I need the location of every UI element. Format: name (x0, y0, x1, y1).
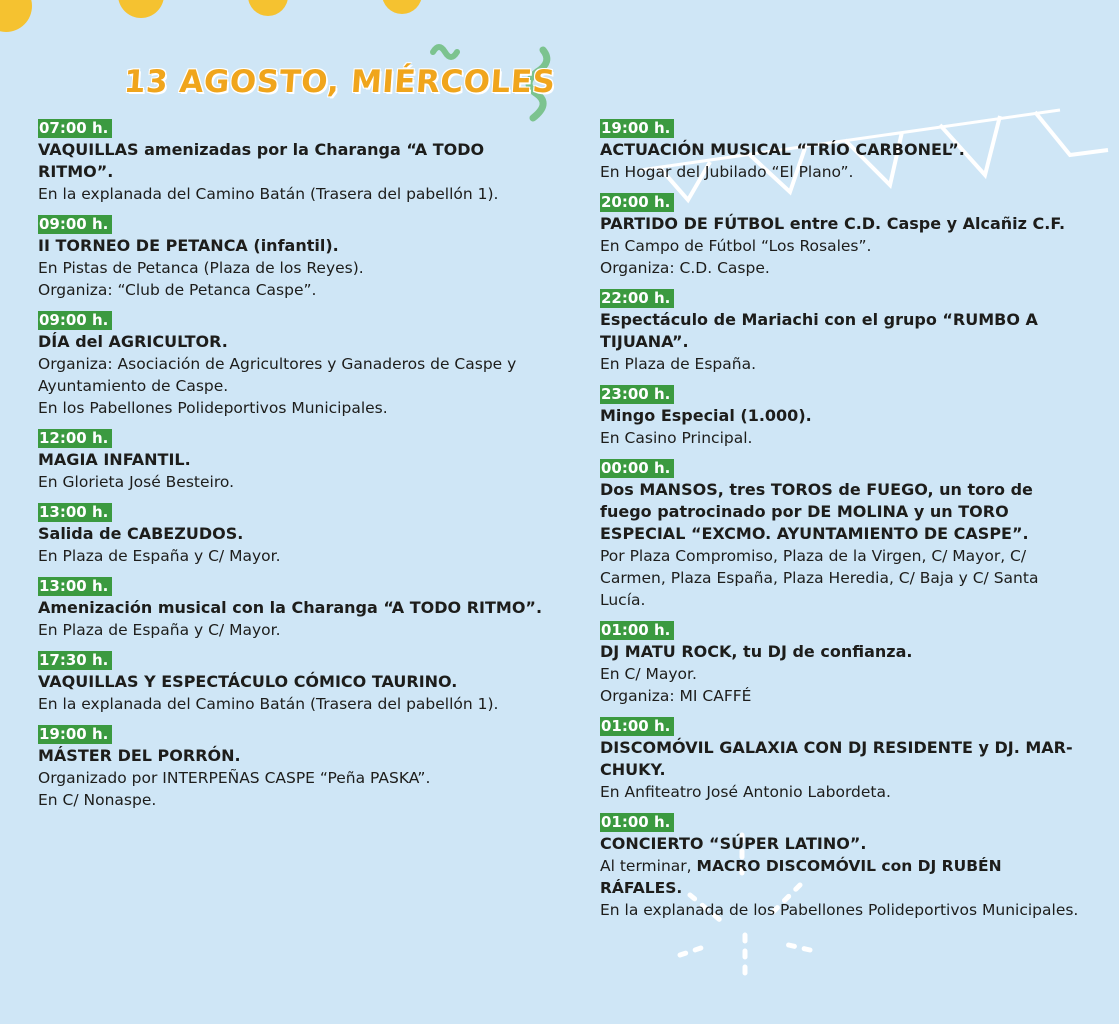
event-time-badge: 07:00 h. (38, 119, 112, 138)
event-detail: En la explanada de los Pabellones Polideportivos Municipales. (600, 901, 1079, 919)
event-item (38, 724, 558, 811)
event-time-badge: 09:00 h. (38, 311, 112, 330)
event-time-badge: 09:00 h. (38, 215, 112, 234)
confetti-dot (382, 0, 422, 14)
event-item (38, 118, 558, 205)
event-title: DISCOMÓVIL GALAXIA CON DJ RESIDENTE y DJ. MAR-CHUKY. (600, 738, 1073, 779)
event-detail: Organiza: MI CAFFÉ (600, 687, 752, 705)
event-title: Salida de CABEZUDOS. (38, 524, 244, 543)
event-title: DÍA del AGRICULTOR. (38, 332, 228, 351)
events-column-left (38, 118, 558, 820)
event-time-badge: 22:00 h. (600, 289, 674, 308)
events-column-right (600, 118, 1080, 930)
event-item (38, 310, 558, 419)
confetti-dot (248, 0, 288, 16)
event-detail: En Hogar del Jubilado “El Plano”. (600, 163, 854, 181)
event-detail: En Campo de Fútbol “Los Rosales”. (600, 237, 872, 255)
event-detail: En Plaza de España y C/ Mayor. (38, 621, 281, 639)
page-title: 13 AGOSTO, MIÉRCOLES (122, 64, 557, 100)
event-time-badge: 01:00 h. (600, 717, 674, 736)
event-time-badge: 01:00 h. (600, 813, 674, 832)
event-detail: En C/ Mayor. (600, 665, 697, 683)
event-detail: Organiza: Asociación de Agricultores y Ganaderos de Caspe y Ayuntamiento de Caspe. (38, 355, 517, 395)
event-detail: En Anfiteatro José Antonio Labordeta. (600, 783, 891, 801)
event-time-badge: 00:00 h. (600, 459, 674, 478)
event-title: Dos MANSOS, tres TOROS de FUEGO, un toro de fuego patrocinado por DE MOLINA y un TORO ESPECIAL “EXCMO. AYUNTAMIENTO DE CASPE”. (600, 480, 1033, 543)
confetti-dot (0, 0, 32, 32)
event-title: VAQUILLAS Y ESPECTÁCULO CÓMICO TAURINO. (38, 672, 458, 691)
event-detail: En C/ Nonaspe. (38, 791, 157, 809)
event-detail: Organizado por INTERPEÑAS CASPE “Peña PASKA”. (38, 769, 431, 787)
event-time-badge: 17:30 h. (38, 651, 112, 670)
event-detail-highlight: MACRO DISCOMÓVIL con DJ RUBÉN RÁFALES. (600, 857, 1002, 897)
event-detail: En Plaza de España. (600, 355, 757, 373)
event-title: PARTIDO DE FÚTBOL entre C.D. Caspe y Alcañiz C.F. (600, 214, 1066, 233)
event-title: Espectáculo de Mariachi con el grupo “RUMBO A TIJUANA”. (600, 310, 1038, 351)
event-item (600, 192, 1080, 279)
event-item (600, 288, 1080, 375)
event-item (600, 118, 1080, 183)
event-time-badge: 13:00 h. (38, 503, 112, 522)
event-title: VAQUILLAS amenizadas por la Charanga “A TODO RITMO”. (38, 140, 485, 181)
event-detail (600, 855, 1080, 899)
event-item (38, 428, 558, 493)
confetti-dot (118, 0, 164, 18)
event-detail: Organiza: “Club de Petanca Caspe”. (38, 281, 317, 299)
event-title: CONCIERTO “SÚPER LATINO”. (600, 834, 867, 853)
event-item (600, 812, 1080, 921)
event-detail: En Pistas de Petanca (Plaza de los Reyes). (38, 259, 364, 277)
event-item (38, 502, 558, 567)
event-title: Mingo Especial (1.000). (600, 406, 812, 425)
event-title: II TORNEO DE PETANCA (infantil). (38, 236, 339, 255)
event-detail: En la explanada del Camino Batán (Trasera del pabellón 1). (38, 185, 499, 203)
event-item (600, 716, 1080, 803)
event-title: Amenización musical con la Charanga “A TODO RITMO”. (38, 598, 543, 617)
event-detail: Por Plaza Compromiso, Plaza de la Virgen, C/ Mayor, C/ Carmen, Plaza España, Plaza Heredia, C/ Baja y C/ Santa Lucía. (600, 547, 1039, 609)
event-time-badge: 01:00 h. (600, 621, 674, 640)
event-detail: En la explanada del Camino Batán (Trasera del pabellón 1). (38, 695, 499, 713)
event-title: MAGIA INFANTIL. (38, 450, 191, 469)
event-item (600, 620, 1080, 707)
event-time-badge: 13:00 h. (38, 577, 112, 596)
event-time-badge: 23:00 h. (600, 385, 674, 404)
event-title: ACTUACIÓN MUSICAL “TRÍO CARBONEL”. (600, 140, 965, 159)
event-detail: Organiza: C.D. Caspe. (600, 259, 770, 277)
event-detail: En Plaza de España y C/ Mayor. (38, 547, 281, 565)
event-item (600, 458, 1080, 611)
event-time-badge: 19:00 h. (600, 119, 674, 138)
event-title: MÁSTER DEL PORRÓN. (38, 746, 241, 765)
event-item (38, 214, 558, 301)
event-item (600, 384, 1080, 449)
event-time-badge: 20:00 h. (600, 193, 674, 212)
event-item (38, 650, 558, 715)
event-detail-text: Al terminar, (600, 857, 697, 875)
event-item (38, 576, 558, 641)
event-title: DJ MATU ROCK, tu DJ de confianza. (600, 642, 913, 661)
event-detail: En Casino Principal. (600, 429, 753, 447)
event-detail: En Glorieta José Besteiro. (38, 473, 234, 491)
event-time-badge: 12:00 h. (38, 429, 112, 448)
event-time-badge: 19:00 h. (38, 725, 112, 744)
event-detail: En los Pabellones Polideportivos Municipales. (38, 399, 388, 417)
